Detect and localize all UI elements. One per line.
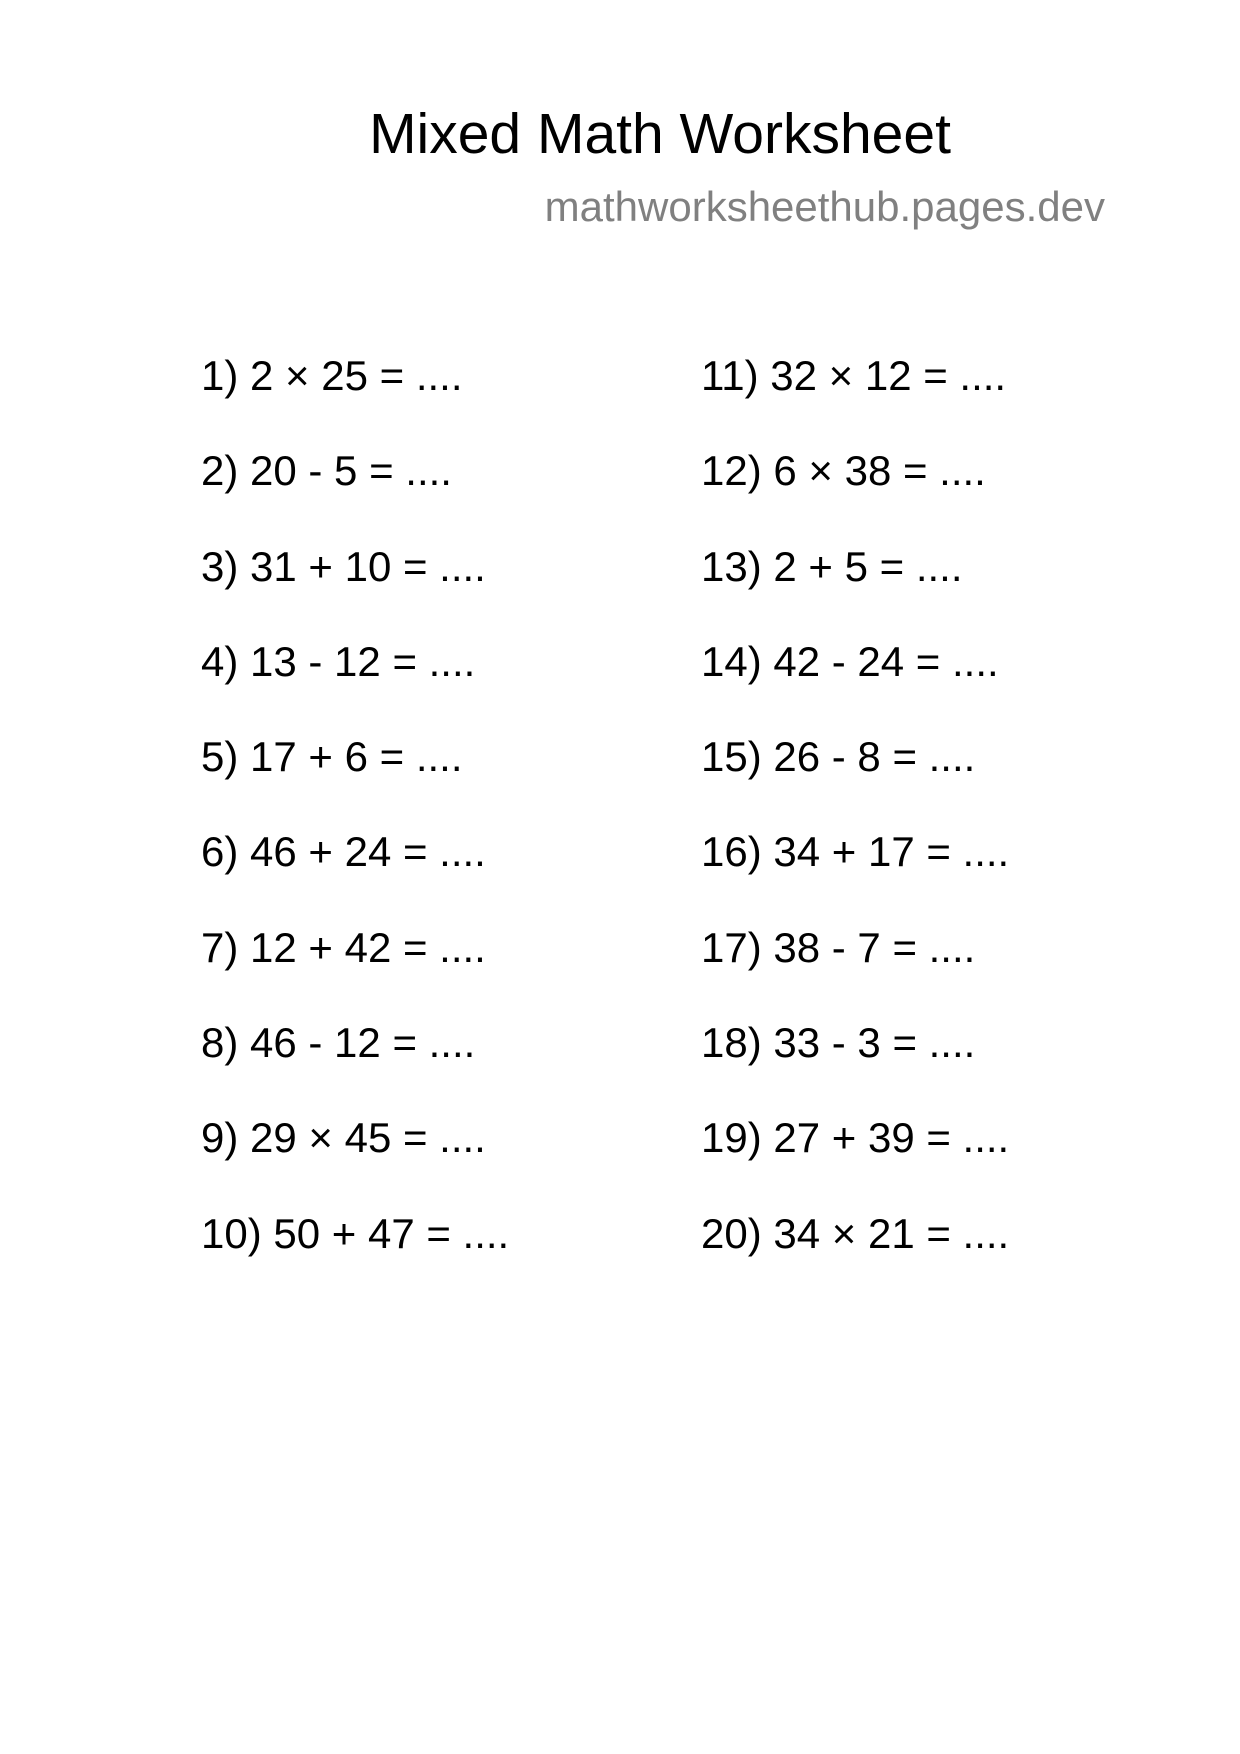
- problem-item: 19) 27 + 39 = ....: [701, 1114, 1010, 1162]
- problem-item: 20) 34 × 21 = ....: [701, 1209, 1010, 1257]
- problem-item: 2) 20 - 5 = ....: [201, 447, 452, 495]
- problem-item: 5) 17 + 6 = ....: [201, 733, 463, 781]
- problem-item: 17) 38 - 7 = ....: [701, 923, 976, 971]
- problem-item: 8) 46 - 12 = ....: [201, 1019, 476, 1067]
- problem-item: 14) 42 - 24 = ....: [701, 637, 999, 685]
- problem-item: 1) 2 × 25 = ....: [201, 352, 463, 399]
- problem-column-left: [201, 352, 509, 1305]
- problem-column-right: [701, 352, 1009, 1305]
- site-url: mathworksheethub.pages.dev: [544, 183, 1105, 230]
- page-title: Mixed Math Worksheet: [369, 102, 951, 166]
- problem-item: 13) 2 + 5 = ....: [701, 542, 963, 590]
- problem-item: 15) 26 - 8 = ....: [701, 733, 976, 781]
- problem-item: 6) 46 + 24 = ....: [201, 828, 486, 876]
- problem-item: 9) 29 × 45 = ....: [201, 1114, 486, 1162]
- problem-item: 7) 12 + 42 = ....: [201, 923, 486, 971]
- problem-item: 12) 6 × 38 = ....: [701, 447, 986, 495]
- problem-item: 3) 31 + 10 = ....: [201, 542, 486, 590]
- problem-item: 4) 13 - 12 = ....: [201, 637, 476, 685]
- problem-item: 11) 32 × 12 = ....: [701, 352, 1007, 399]
- problem-item: 18) 33 - 3 = ....: [701, 1019, 976, 1067]
- problem-item: 10) 50 + 47 = ....: [201, 1209, 510, 1257]
- problem-item: 16) 34 + 17 = ....: [701, 828, 1010, 876]
